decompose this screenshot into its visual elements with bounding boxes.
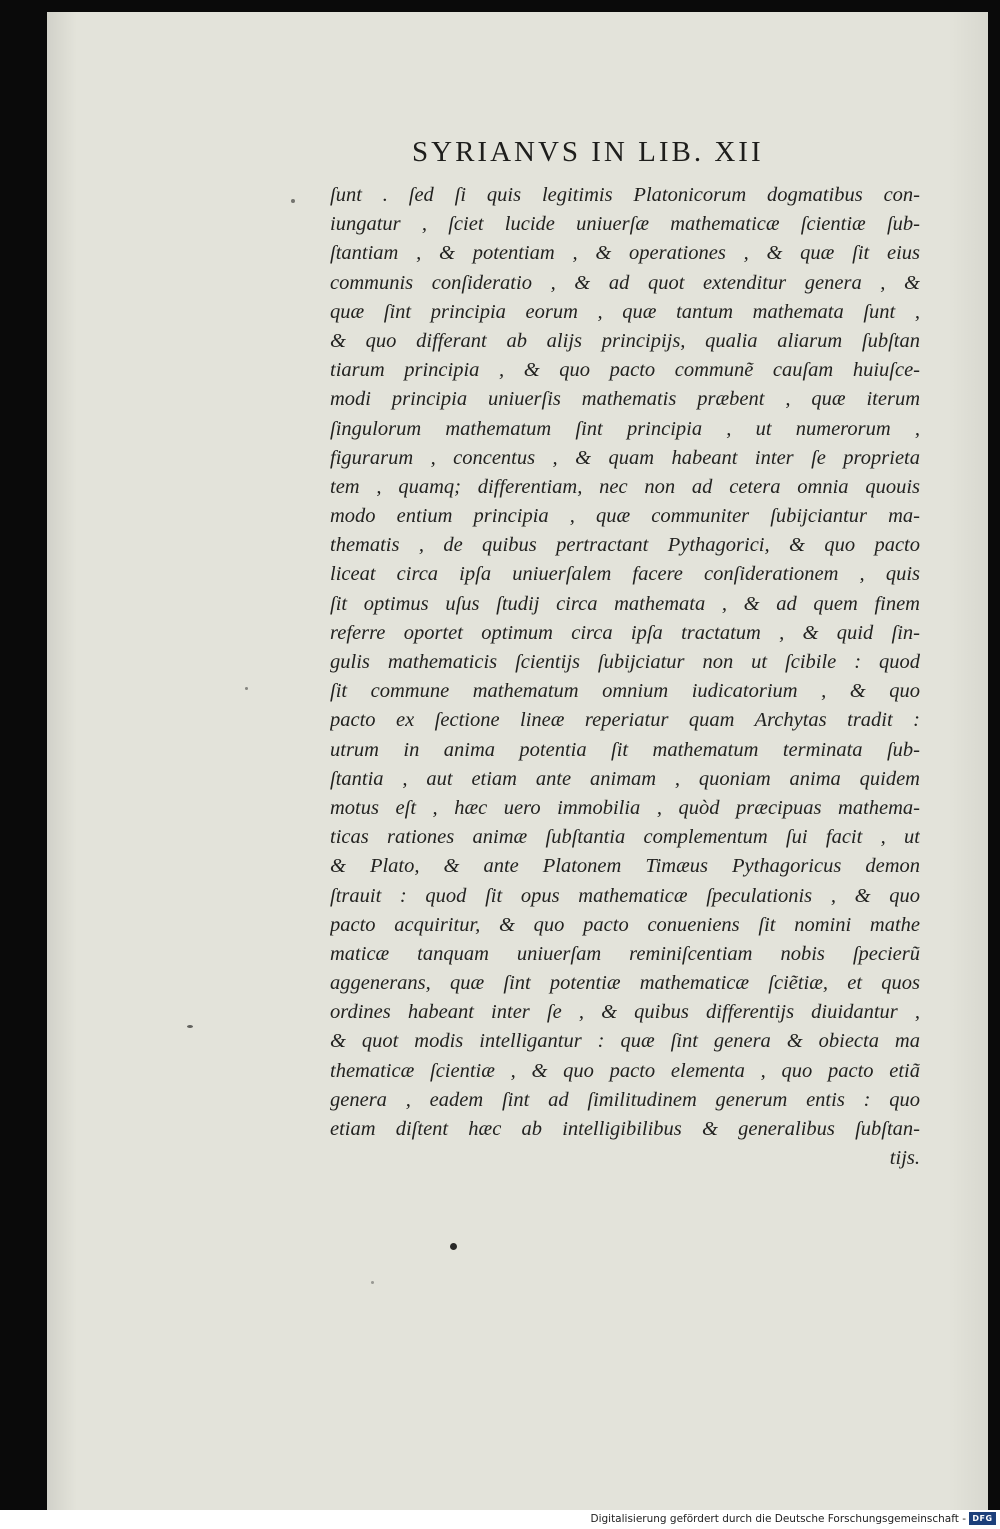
- ink-speck: [245, 687, 248, 690]
- bleed-through-shadow: [427, 40, 857, 70]
- text-line: modo entium principia , quæ communiter ſubijciantur ma-: [330, 505, 920, 528]
- text-line: ſtantiam , & potentiam , & operationes , & quæ ſit eius: [330, 242, 920, 265]
- text-line: ſtantia , aut etiam ante animam , quoniam anima quidem: [330, 767, 920, 790]
- text-line: ſit optimus uſus ſtudij circa mathemata , & ad quem finem: [330, 592, 920, 615]
- ink-speck: [187, 1025, 193, 1028]
- text-line: ticas rationes animæ ſubſtantia complementum ſui facit , ut: [330, 826, 920, 849]
- body-text: [330, 181, 920, 1173]
- text-line: ſtrauit : quod ſit opus mathematicæ ſpeculationis , & quo: [330, 884, 920, 907]
- ink-speck: [450, 1243, 457, 1250]
- text-line: ſingulorum mathematum ſint principia , ut numerorum ,: [330, 417, 920, 440]
- text-line: liceat circa ipſa uniuerſalem facere conſiderationem , quis: [330, 563, 920, 586]
- text-line: pacto ex ſectione lineæ reperiatur quam Archytas tradit :: [330, 709, 920, 732]
- text-line: & quot modis intelligantur : quæ ſint genera & obiecta ma: [330, 1030, 920, 1053]
- text-line: aggenerans, quæ ſint potentiæ mathematicæ ſciẽtiæ, et quos: [330, 972, 920, 995]
- text-line: referre oportet optimum circa ipſa tractatum , & quid ſin-: [330, 621, 920, 644]
- text-line: & quo differant ab alijs principijs, qualia aliarum ſubſtan: [330, 329, 920, 352]
- dfg-logo: DFG: [969, 1512, 996, 1525]
- text-line: figurarum , concentus , & quam habeant inter ſe proprieta: [330, 446, 920, 469]
- text-line: quæ ſint principia eorum , quæ tantum mathemata ſunt ,: [330, 300, 920, 323]
- text-line: tem , quamq; differentiam, nec non ad cetera omnia quouis: [330, 475, 920, 498]
- text-line: & Plato, & ante Platonem Timæus Pythagoricus demon: [330, 855, 920, 878]
- text-line: motus eſt , hæc uero immobilia , quòd præcipuas mathema-: [330, 796, 920, 819]
- running-head: SYRIANVS IN LIB. XII: [412, 136, 764, 168]
- text-line: thematicæ ſcientiæ , & quo pacto elementa , quo pacto etiã: [330, 1059, 920, 1082]
- ink-speck: [371, 1281, 374, 1284]
- text-line: tiarum principia , & quo pacto communẽ cauſam huiuſce-: [330, 359, 920, 382]
- text-line: modi principia uniuerſis mathematis præbent , quæ iterum: [330, 388, 920, 411]
- text-line: utrum in anima potentia ſit mathematum terminata ſub-: [330, 738, 920, 761]
- text-line: ſit commune mathematum omnium iudicatorium , & quo: [330, 680, 920, 703]
- text-line: thematis , de quibus pertractant Pythagorici, & quo pacto: [330, 534, 920, 557]
- text-line: pacto acquiritur, & quo pacto conueniens ſit nomini mathe: [330, 913, 920, 936]
- text-line: iungatur , ſciet lucide uniuerſæ mathematicæ ſcientiæ ſub-: [330, 213, 920, 236]
- text-line: communis conſideratio , & ad quot extenditur genera , &: [330, 271, 920, 294]
- text-line: ſunt . ſed ſi quis legitimis Platonicorum dogmatibus con-: [330, 184, 920, 206]
- text-line: ordines habeant inter ſe , & quibus differentijs diuidantur ,: [330, 1001, 920, 1024]
- text-line-final: tijs.: [889, 1147, 920, 1170]
- text-line: etiam diſtent hæc ab intelligibilibus & generalibus ſubſtan-: [330, 1118, 920, 1140]
- text-line: genera , eadem ſint ad ſimilitudinem generum entis : quo: [330, 1088, 920, 1111]
- ink-speck: [291, 199, 295, 203]
- funding-credit: Digitalisierung gefördert durch die Deutsche Forschungsgemeinschaft -: [590, 1513, 966, 1525]
- text-line: maticæ tanquam uniuerſam reminiſcentiam nobis ſpecierũ: [330, 942, 920, 965]
- text-line: gulis mathematicis ſcientijs ſubijciatur non ut ſcibile : quod: [330, 651, 920, 673]
